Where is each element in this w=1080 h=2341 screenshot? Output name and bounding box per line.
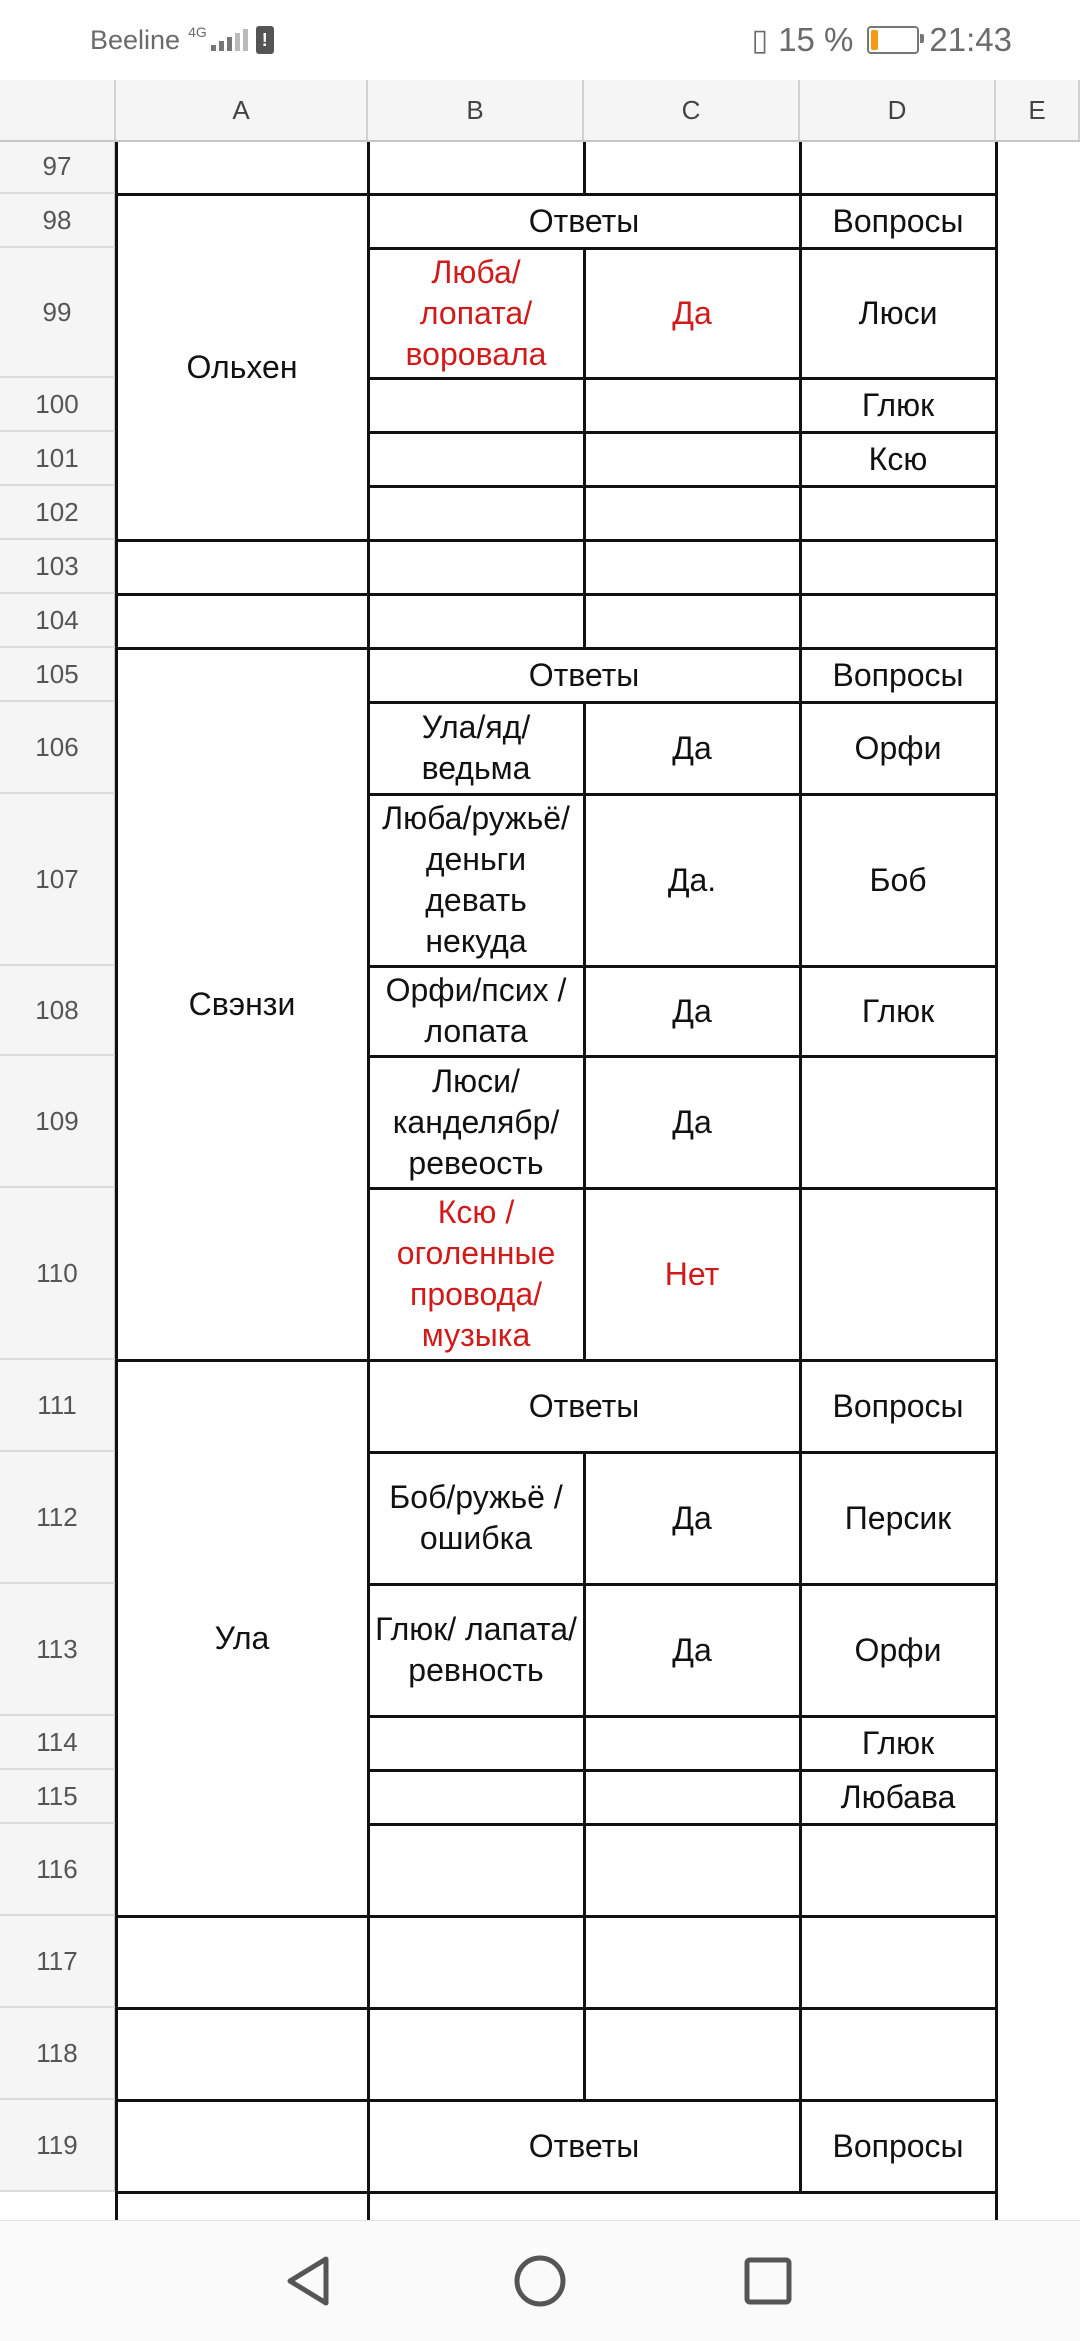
row-header[interactable]: 119 <box>0 2100 116 2192</box>
question-cell[interactable] <box>800 1824 996 1916</box>
answer-cell[interactable]: Люси/ канделябр/ ревеость <box>392 1062 560 1181</box>
home-icon <box>510 2251 570 2311</box>
cell-border <box>583 1770 586 1824</box>
answers-header-cell[interactable]: Ответы <box>528 202 640 239</box>
group-name-cell[interactable] <box>116 2100 368 2192</box>
cell-border <box>116 539 997 542</box>
cell-border <box>583 1824 586 1916</box>
questions-header-cell[interactable]: Вопросы <box>832 656 964 693</box>
row-header[interactable]: 108 <box>0 966 116 1056</box>
cell-border <box>799 140 802 194</box>
result-cell[interactable]: Да <box>672 294 712 331</box>
column-e-area[interactable] <box>996 80 1080 2220</box>
cell-border <box>116 647 997 650</box>
row-header[interactable]: 111 <box>0 1360 116 1452</box>
cell-border <box>583 1056 586 1188</box>
question-cell[interactable]: Орфи <box>854 729 942 766</box>
question-cell[interactable]: Орфи <box>854 1631 942 1668</box>
row-header[interactable]: 103 <box>0 540 116 594</box>
cell-border <box>583 1716 586 1770</box>
question-cell[interactable]: Люси <box>858 294 938 331</box>
questions-header-cell[interactable]: Вопросы <box>832 1387 964 1424</box>
answer-cell[interactable]: Ксю / оголенные провода/ музыка <box>396 1194 556 1353</box>
result-cell[interactable]: Нет <box>664 1255 720 1292</box>
answer-cell[interactable] <box>368 1716 584 1770</box>
cell-border <box>799 2100 802 2192</box>
result-cell[interactable] <box>584 486 800 540</box>
answer-cell[interactable]: Орфи/псих / лопата <box>385 972 567 1049</box>
spreadsheet[interactable] <box>0 80 1080 2220</box>
row-header[interactable]: 100 <box>0 378 116 432</box>
cell-border <box>583 1188 586 1360</box>
answer-cell[interactable] <box>368 378 584 432</box>
result-cell[interactable] <box>584 1770 800 1824</box>
home-button[interactable] <box>510 2251 570 2311</box>
column-header-c[interactable]: C <box>584 80 800 140</box>
answer-cell[interactable]: Люба/ружьё/ деньги девать некуда <box>382 800 570 959</box>
cell-border <box>583 1452 586 1584</box>
result-cell[interactable]: Да <box>672 992 712 1029</box>
row-header[interactable]: 116 <box>0 1824 116 1916</box>
cell-border <box>583 794 586 966</box>
question-cell[interactable]: Боб <box>869 861 927 898</box>
question-cell[interactable]: Глюк <box>861 386 935 423</box>
row-header[interactable]: 117 <box>0 1916 116 2008</box>
column-header-e[interactable]: E <box>996 80 1080 140</box>
question-cell[interactable]: Ксю <box>868 440 928 477</box>
cell-border <box>116 193 997 196</box>
cell-border <box>116 2191 997 2194</box>
vibrate-icon: ▯ <box>751 23 769 57</box>
answer-cell[interactable]: Ула/яд/ ведьма <box>421 709 531 786</box>
result-cell[interactable] <box>584 1824 800 1916</box>
row-header[interactable]: 107 <box>0 794 116 966</box>
row-header[interactable]: 114 <box>0 1716 116 1770</box>
result-cell[interactable]: Да <box>672 1631 712 1668</box>
result-cell[interactable] <box>584 432 800 486</box>
answer-cell[interactable]: Люба/ лопата/ воровала <box>405 253 547 372</box>
questions-header-cell[interactable]: Вопросы <box>832 2127 964 2164</box>
answer-cell[interactable] <box>368 1824 584 1916</box>
cell-border <box>367 140 370 2220</box>
cell-border <box>799 1916 802 2100</box>
row-header[interactable]: 101 <box>0 432 116 486</box>
back-button[interactable] <box>280 2251 340 2311</box>
cell-border <box>583 1916 586 2100</box>
question-cell[interactable] <box>800 1188 996 1360</box>
cell-border <box>583 248 586 378</box>
group-name-cell[interactable]: Ольхен <box>186 348 298 385</box>
row-header[interactable]: 110 <box>0 1188 116 1360</box>
question-cell[interactable]: Персик <box>844 1499 952 1536</box>
cell-border <box>583 966 586 1056</box>
navigation-bar <box>0 2220 1080 2341</box>
result-cell[interactable]: Да <box>672 729 712 766</box>
cell-border <box>583 486 586 540</box>
recents-icon <box>738 2251 798 2311</box>
cell-border <box>583 378 586 432</box>
sim-alert-icon <box>256 26 274 54</box>
question-cell[interactable] <box>800 486 996 540</box>
row-header[interactable]: 115 <box>0 1770 116 1824</box>
row-header[interactable]: 118 <box>0 2008 116 2100</box>
result-cell[interactable] <box>584 1716 800 1770</box>
status-left <box>90 20 274 60</box>
answer-cell[interactable] <box>368 486 584 540</box>
cell-border <box>116 593 997 596</box>
status-right <box>752 20 1012 60</box>
row-header[interactable]: 99 <box>0 248 116 378</box>
battery-icon <box>867 26 919 54</box>
battery-level <box>871 30 878 50</box>
answer-cell[interactable] <box>368 432 584 486</box>
questions-header-cell[interactable]: Вопросы <box>832 202 964 239</box>
row-header[interactable]: 106 <box>0 702 116 794</box>
cell-border <box>799 540 802 648</box>
question-cell[interactable] <box>800 1056 996 1188</box>
row-header[interactable]: 113 <box>0 1584 116 1716</box>
group-name-cell[interactable]: Свэнзи <box>188 985 296 1022</box>
row-header[interactable]: 105 <box>0 648 116 702</box>
cell-border <box>583 140 586 194</box>
answer-cell[interactable]: Глюк/ лапата/ ревность <box>375 1611 577 1688</box>
answer-cell[interactable] <box>368 1770 584 1824</box>
row-header[interactable]: 112 <box>0 1452 116 1584</box>
recents-button[interactable] <box>738 2251 798 2311</box>
column-header-b[interactable]: B <box>368 80 584 140</box>
question-cell[interactable]: Глюк <box>861 992 935 1029</box>
signal-icon <box>211 29 248 51</box>
row-header[interactable]: 98 <box>0 194 116 248</box>
question-cell[interactable]: Глюк <box>861 1724 935 1761</box>
answer-cell[interactable]: Боб/ружьё / ошибка <box>389 1479 563 1556</box>
result-cell[interactable] <box>584 378 800 432</box>
clock: 21:43 <box>929 21 1012 58</box>
select-all-corner[interactable] <box>0 80 116 140</box>
row-header[interactable]: 109 <box>0 1056 116 1188</box>
group-name-cell[interactable]: Ула <box>214 1619 270 1656</box>
row-header[interactable]: 102 <box>0 486 116 540</box>
cell-border <box>116 1915 997 1918</box>
result-cell[interactable]: Да. <box>667 861 717 898</box>
cell-border <box>116 1359 997 1362</box>
answers-header-cell[interactable]: Ответы <box>528 2127 640 2164</box>
cell-border <box>116 2099 997 2102</box>
answers-header-cell[interactable]: Ответы <box>528 1387 640 1424</box>
row-header[interactable]: 97 <box>0 140 116 194</box>
cell-border <box>116 2007 997 2010</box>
cell-border <box>583 432 586 486</box>
column-header-bar <box>0 80 1080 142</box>
column-header-d[interactable]: D <box>800 80 996 140</box>
cell-border <box>583 540 586 648</box>
column-header-a[interactable]: A <box>116 80 368 140</box>
result-cell[interactable]: Да <box>672 1103 712 1140</box>
cell-grid[interactable] <box>0 80 1080 2220</box>
cell-border <box>583 702 586 794</box>
cell-border <box>995 140 998 2220</box>
network-type: 4G <box>188 24 207 40</box>
status-bar <box>0 0 1080 80</box>
battery-percent: 15 % <box>778 21 854 58</box>
question-cell[interactable]: Любава <box>840 1778 956 1815</box>
cell-border <box>583 1584 586 1716</box>
back-icon <box>280 2251 340 2311</box>
answers-header-cell[interactable]: Ответы <box>528 656 640 693</box>
row-header[interactable]: 104 <box>0 594 116 648</box>
carrier-name: Beeline <box>90 24 181 55</box>
result-cell[interactable]: Да <box>672 1499 712 1536</box>
cell-border <box>115 140 118 2220</box>
